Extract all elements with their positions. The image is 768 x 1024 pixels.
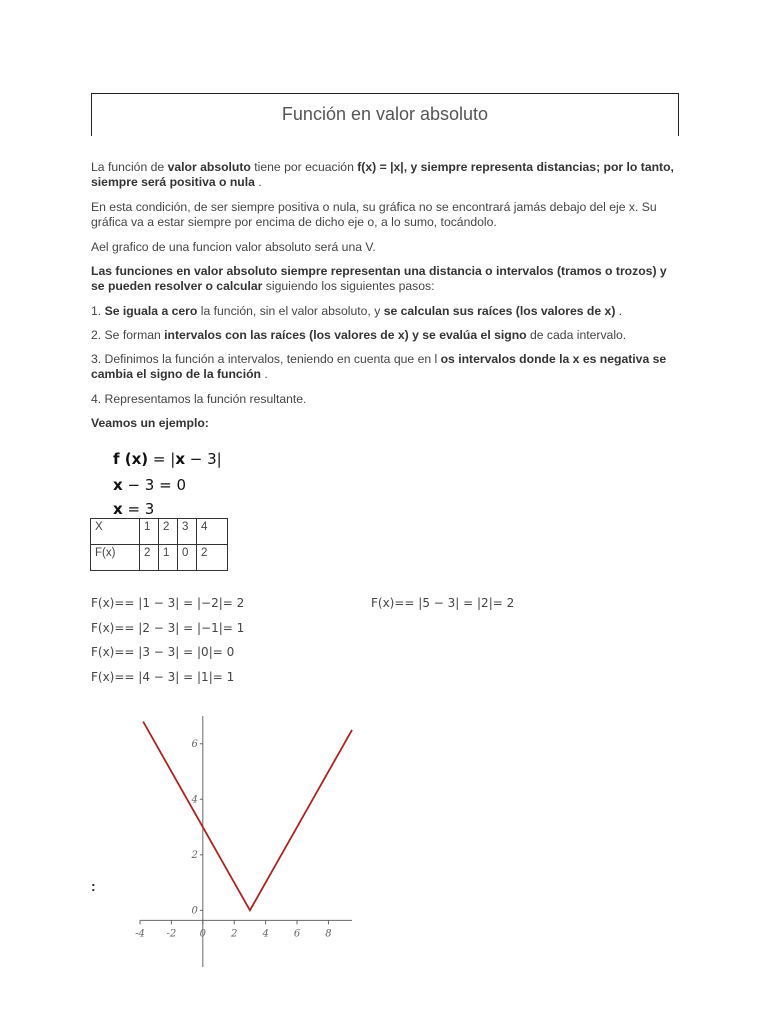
x-tick-label: 6 [293, 928, 301, 940]
table-cell: 0 [178, 545, 197, 571]
calc-x3: F(x)== |3 − 3| = |0|= 0 [91, 645, 235, 659]
calc-x1: F(x)== |1 − 3| = |−2|= 2 [91, 596, 245, 610]
y-tick-label: 6 [191, 738, 198, 750]
formula-function: f (x) = |x − 3| [113, 450, 222, 468]
values-table [90, 518, 228, 571]
step-1: 1. Se iguala a cero la función, sin el valor absoluto, y se calculan sus raíces (los valores de x) . [91, 304, 623, 318]
table-cell: 1 [140, 519, 159, 545]
paragraph-v-shape: Ael grafico de una funcion valor absoluto será una V. [91, 240, 376, 254]
formula-equation: x − 3 = 0 [113, 476, 186, 494]
stray-colon: : [91, 878, 96, 894]
x-tick-label: -4 [135, 928, 145, 940]
step-2: 2. Se forman intervalos con las raíces (los valores de x) y se evalúa el signo de cada intervalo. [91, 328, 627, 342]
table-row [91, 519, 228, 545]
table-cell: 2 [197, 545, 228, 571]
example-label: Veamos un ejemplo: [91, 416, 209, 430]
y-tick-label: 2 [191, 849, 198, 861]
page-title: Función en valor absoluto [281, 104, 489, 124]
calc-x2: F(x)== |2 − 3| = |−1|= 1 [91, 621, 245, 635]
y-tick-label: 4 [191, 794, 198, 806]
abs-value-graph [130, 712, 355, 972]
calc-x4: F(x)== |4 − 3| = |1|= 1 [91, 670, 235, 684]
step-3: 3. Definimos la función a intervalos, teniendo en cuenta que en l os intervalos donde la x es negativa se cambia el signo de la función . [91, 352, 667, 381]
step-4: 4. Representamos la función resultante. [91, 392, 307, 406]
table-cell: 1 [159, 545, 178, 571]
table-cell: 3 [178, 519, 197, 545]
x-tick-label: 4 [262, 928, 269, 940]
x-tick-label: 8 [325, 928, 332, 940]
paragraph-graph-position: En esta condición, de ser siempre positiva o nula, su gráfica no se encontrará jamás debajo del eje x. Su gráfica va a estar siempre por encima de dicho eje o, a lo sumo, tocándolo. [91, 200, 657, 229]
table-cell: 4 [197, 519, 228, 545]
x-tick-label: -2 [166, 928, 177, 940]
x-tick-label: 2 [231, 928, 238, 940]
calc-x5: F(x)== |5 − 3| = |2|= 2 [371, 596, 515, 610]
abs-value-line [143, 722, 352, 911]
title-box [91, 93, 679, 136]
paragraph-steps-intro: Las funciones en valor absoluto siempre representan una distancia o intervalos (tramos o trozos) y se pueden resolver o calcular siguiendo los siguientes pasos: [91, 264, 667, 293]
table-row [91, 545, 228, 571]
formula-root: x = 3 [113, 500, 155, 518]
table-cell: 2 [159, 519, 178, 545]
paragraph-intro: La función de valor absoluto tiene por ecuación f(x) = |x|, y siempre representa distancias; por lo tanto, siempre será positiva o nula . [91, 160, 674, 189]
y-tick-label: 0 [191, 905, 198, 917]
x-tick-label: 0 [199, 928, 207, 940]
table-cell: 2 [140, 545, 159, 571]
table-cell: F(x) [91, 545, 140, 571]
table-cell: X [91, 519, 140, 545]
